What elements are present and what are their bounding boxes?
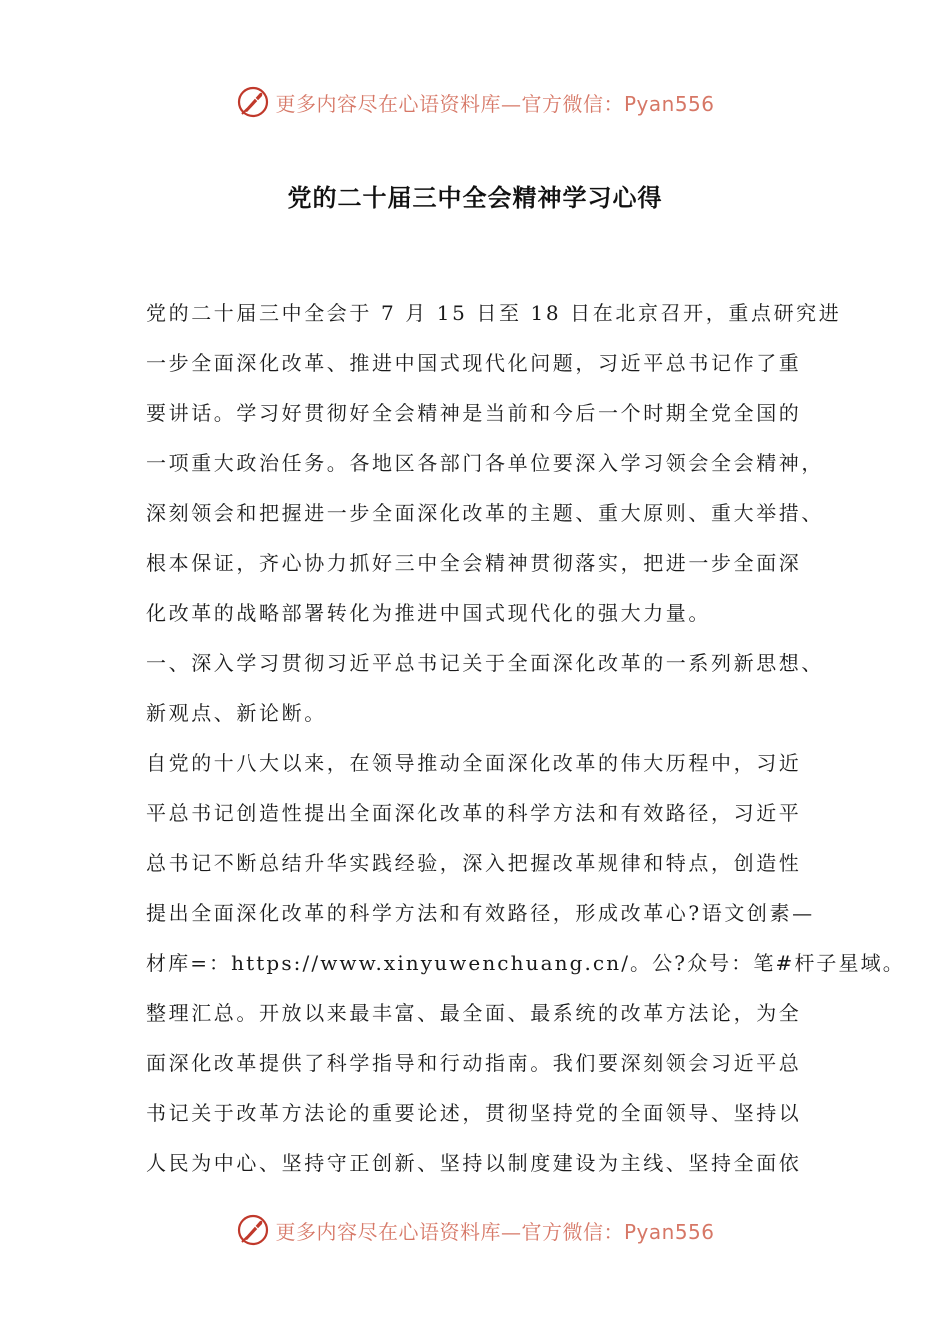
text-line: 一步全面深化改革、推进中国式现代化问题，习近平总书记作了重	[146, 351, 802, 375]
text-line: 党的二十届三中全会于 7 月 15 日至 18 日在北京召开，重点研究进	[146, 301, 842, 325]
text-line: 根本保证，齐心协力抓好三中全会精神贯彻落实，把进一步全面深	[146, 551, 802, 575]
watermark-text	[275, 1216, 714, 1245]
text-line: 要讲话。学习好贯彻好全会精神是当前和今后一个时期全党全国的	[146, 401, 802, 425]
watermark-separator: —	[500, 1219, 522, 1244]
text-line: 自党的十八大以来，在领导推动全面深化改革的伟大历程中，习近	[146, 751, 802, 775]
text-line: 人民为中心、坚持守正创新、坚持以制度建设为主线、坚持全面依	[146, 1151, 802, 1175]
text-line: 书记关于改革方法论的重要论述，贯彻坚持党的全面领导、坚持以	[146, 1101, 802, 1125]
text-line: 深刻领会和把握进一步全面深化改革的主题、重大原则、重大举措、	[146, 501, 824, 525]
text-line: 一项重大政治任务。各地区各部门各单位要深入学习领会全会精神，	[146, 451, 824, 475]
text-line: 材库=：https://www.xinyuwenchuang.cn/。公?众号：笔#杆子星域。	[146, 951, 905, 975]
text-line: 总书记不断总结升华实践经验，深入把握改革规律和特点，创造性	[146, 851, 802, 875]
text-line: 提出全面深化改革的科学方法和有效路径，形成改革心?语文创素—	[146, 901, 815, 925]
watermark-separator: —	[500, 91, 522, 116]
section-heading: 一、深入学习贯彻习近平总书记关于全面深化改革的一系列新思想、	[146, 651, 824, 675]
watermark-site-name: 更多内容尽在心语资料库	[275, 91, 501, 116]
footer-watermark-banner	[0, 1208, 950, 1252]
text-line: 化改革的战略部署转化为推进中国式现代化的强大力量。	[146, 601, 711, 625]
watermark-text	[275, 88, 714, 117]
watermark-contact-label: 官方微信：	[521, 91, 624, 116]
watermark-site-name: 更多内容尽在心语资料库	[275, 1219, 501, 1244]
text-line: 整理汇总。开放以来最丰富、最全面、最系统的改革方法论，为全	[146, 1001, 802, 1025]
text-line: 平总书记创造性提出全面深化改革的科学方法和有效路径，习近平	[146, 801, 802, 825]
watermark-contact-label: 官方微信：	[521, 1219, 624, 1244]
document-title: 党的二十届三中全会精神学习心得	[287, 183, 663, 212]
section-heading: 新观点、新论断。	[146, 701, 327, 725]
watermark-contact-id: Pyan556	[623, 91, 715, 116]
quill-pen-logo-icon	[235, 84, 271, 120]
text-line: 面深化改革提供了科学指导和行动指南。我们要深刻领会习近平总	[146, 1051, 802, 1075]
watermark-contact-id: Pyan556	[623, 1219, 715, 1244]
document-body	[146, 294, 905, 1194]
header-watermark-banner	[0, 80, 950, 124]
quill-pen-logo-icon	[235, 1212, 271, 1248]
